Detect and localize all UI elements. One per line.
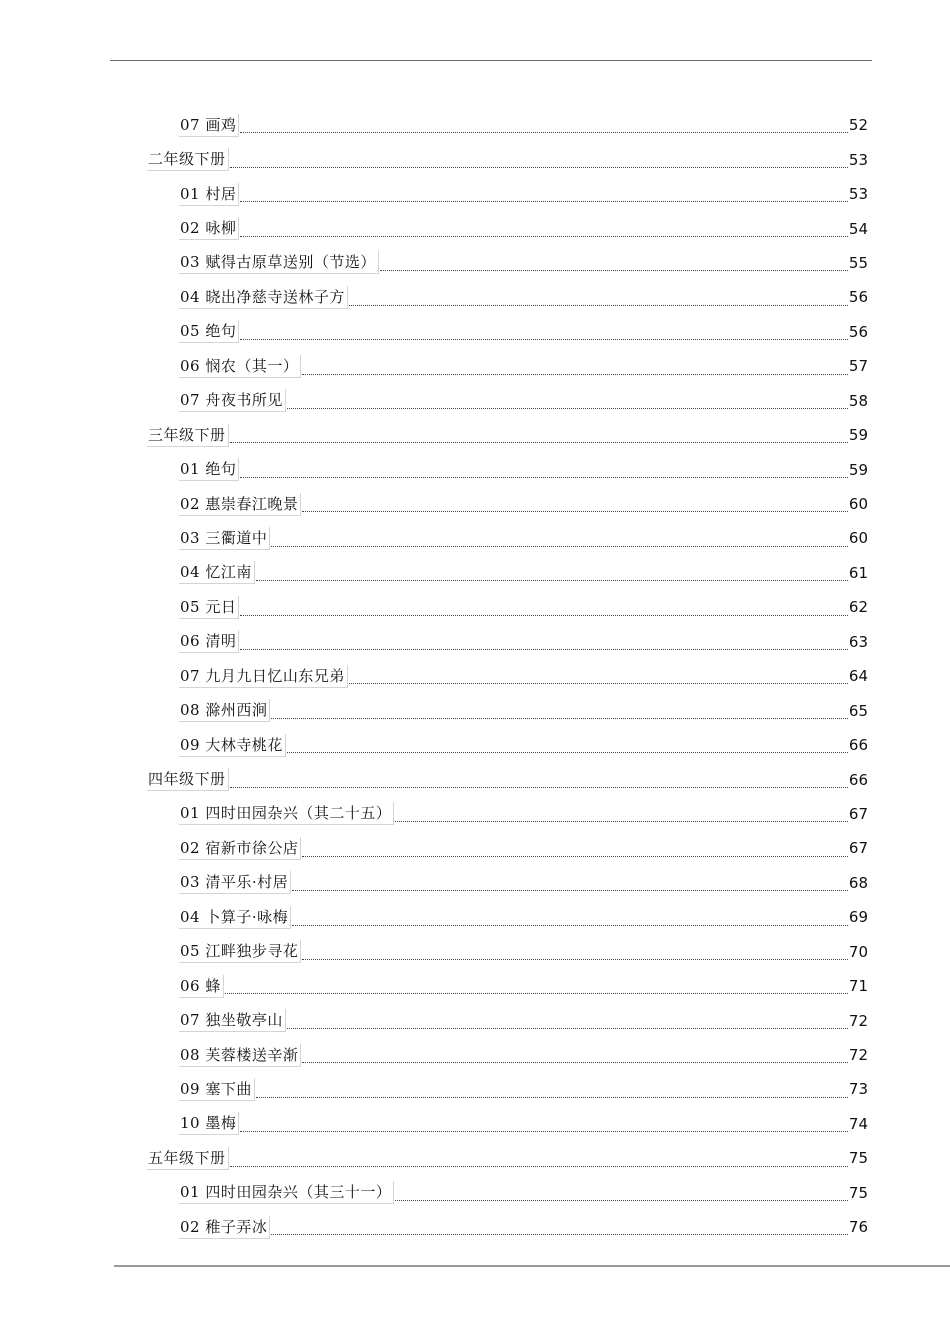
- toc-entry-page-number: 66: [848, 770, 868, 789]
- toc-dot-leader: [256, 1097, 848, 1098]
- toc-entry-page-number: 61: [848, 563, 868, 582]
- toc-entry[interactable]: [0, 1003, 950, 1037]
- toc-entry-title[interactable]: 01 村居: [179, 183, 239, 206]
- toc-entry-title[interactable]: 07 舟夜书所见: [179, 389, 286, 412]
- toc-dot-leader: [271, 718, 848, 719]
- toc-section-heading[interactable]: [0, 762, 950, 796]
- toc-dot-leader: [225, 993, 848, 994]
- toc-entry-title[interactable]: 07 独坐敬亭山: [179, 1009, 286, 1032]
- toc-entry-page-number: 52: [848, 116, 868, 135]
- toc-section-heading[interactable]: [0, 142, 950, 176]
- toc-entry-page-number: 62: [848, 598, 868, 617]
- toc-entry[interactable]: [0, 900, 950, 934]
- toc-entry-title[interactable]: 06 清明: [179, 630, 239, 653]
- toc-entry-title[interactable]: 01 四时田园杂兴（其二十五）: [179, 802, 394, 825]
- toc-dot-leader: [287, 752, 848, 753]
- toc-entry-page-number: 54: [848, 219, 868, 238]
- toc-entry-title[interactable]: 09 大林寺桃花: [179, 734, 286, 757]
- toc-entry-title[interactable]: 07 画鸡: [179, 114, 239, 137]
- toc-entry[interactable]: [0, 1210, 950, 1244]
- toc-entry-title[interactable]: 06 蜂: [179, 975, 224, 998]
- toc-entry-page-number: 53: [848, 150, 868, 169]
- toc-entry-title[interactable]: 四年级下册: [147, 768, 229, 791]
- toc-entry-title[interactable]: 07 九月九日忆山东兄弟: [179, 665, 348, 688]
- toc-dot-leader: [271, 546, 848, 547]
- toc-dot-leader: [349, 305, 848, 306]
- toc-entry[interactable]: [0, 1072, 950, 1106]
- toc-entry-title[interactable]: 01 四时田园杂兴（其三十一）: [179, 1181, 394, 1204]
- toc-entry[interactable]: [0, 1176, 950, 1210]
- toc-entry[interactable]: [0, 1107, 950, 1141]
- toc-dot-leader: [271, 1234, 848, 1235]
- toc-entry-title[interactable]: 08 滁州西涧: [179, 699, 270, 722]
- toc-entry-title[interactable]: 02 稚子弄冰: [179, 1216, 270, 1239]
- toc-entry-title[interactable]: 05 绝句: [179, 320, 239, 343]
- toc-entry[interactable]: [0, 108, 950, 142]
- toc-entry-page-number: 69: [848, 908, 868, 927]
- toc-dot-leader: [302, 511, 848, 512]
- toc-dot-leader: [302, 1062, 848, 1063]
- toc-entry-title[interactable]: 03 清平乐·村居: [179, 871, 291, 894]
- toc-entry[interactable]: [0, 280, 950, 314]
- toc-dot-leader: [240, 1131, 848, 1132]
- toc-dot-leader: [292, 890, 848, 891]
- toc-entry-page-number: 56: [848, 322, 868, 341]
- toc-entry[interactable]: [0, 625, 950, 659]
- toc-entry-title[interactable]: 02 咏柳: [179, 217, 239, 240]
- toc-entry-title[interactable]: 02 惠崇春江晚景: [179, 493, 301, 516]
- toc-dot-leader: [240, 477, 848, 478]
- toc-entry[interactable]: [0, 211, 950, 245]
- toc-entry[interactable]: [0, 521, 950, 555]
- toc-dot-leader: [240, 649, 848, 650]
- toc-dot-leader: [302, 959, 848, 960]
- toc-dot-leader: [230, 787, 848, 788]
- toc-dot-leader: [302, 856, 848, 857]
- toc-entry-page-number: 63: [848, 632, 868, 651]
- toc-entry-title[interactable]: 五年级下册: [147, 1147, 229, 1170]
- toc-entry-page-number: 59: [848, 426, 868, 445]
- toc-entry-page-number: 60: [848, 529, 868, 548]
- toc-section-heading[interactable]: [0, 1141, 950, 1175]
- toc-section-heading[interactable]: [0, 418, 950, 452]
- toc-dot-leader: [287, 1028, 848, 1029]
- toc-entry-page-number: 72: [848, 1046, 868, 1065]
- toc-entry[interactable]: [0, 969, 950, 1003]
- toc-entry-page-number: 68: [848, 873, 868, 892]
- toc-entry-title[interactable]: 09 塞下曲: [179, 1078, 255, 1101]
- toc-entry-title[interactable]: 02 宿新市徐公店: [179, 837, 301, 860]
- toc-dot-leader: [230, 167, 848, 168]
- toc-entry-title[interactable]: 三年级下册: [147, 424, 229, 447]
- toc-dot-leader: [287, 408, 848, 409]
- toc-entry-page-number: 75: [848, 1183, 868, 1202]
- toc-entry[interactable]: [0, 866, 950, 900]
- toc-entry-page-number: 58: [848, 391, 868, 410]
- toc-entry-title[interactable]: 10 墨梅: [179, 1112, 239, 1135]
- toc-entry-page-number: 60: [848, 495, 868, 514]
- toc-entry-page-number: 75: [848, 1149, 868, 1168]
- toc-entry-page-number: 72: [848, 1011, 868, 1030]
- toc-dot-leader: [302, 374, 848, 375]
- toc-entry[interactable]: [0, 315, 950, 349]
- toc-entry-page-number: 74: [848, 1114, 868, 1133]
- footer-rule: [114, 1265, 950, 1267]
- toc-entry[interactable]: [0, 246, 950, 280]
- toc-dot-leader: [230, 442, 848, 443]
- toc-entry-page-number: 53: [848, 185, 868, 204]
- toc-entry-title[interactable]: 03 三衢道中: [179, 527, 270, 550]
- toc-entry-page-number: 73: [848, 1080, 868, 1099]
- toc-entry-page-number: 67: [848, 839, 868, 858]
- toc-entry-title[interactable]: 二年级下册: [147, 148, 229, 171]
- toc-entry-title[interactable]: 04 忆江南: [179, 561, 255, 584]
- toc-entry[interactable]: [0, 556, 950, 590]
- toc-entry-title[interactable]: 04 卜算子·咏梅: [179, 906, 291, 929]
- toc-entry[interactable]: [0, 177, 950, 211]
- toc-entry[interactable]: [0, 1038, 950, 1072]
- toc-entry[interactable]: [0, 384, 950, 418]
- toc-dot-leader: [292, 925, 848, 926]
- toc-entry[interactable]: [0, 831, 950, 865]
- toc-dot-leader: [395, 821, 848, 822]
- toc-entry-page-number: 56: [848, 288, 868, 307]
- toc-entry[interactable]: [0, 797, 950, 831]
- header-rule: [110, 60, 872, 61]
- toc-entry-page-number: 71: [848, 977, 868, 996]
- toc-entry[interactable]: [0, 935, 950, 969]
- toc-dot-leader: [380, 270, 848, 271]
- toc-entry[interactable]: [0, 693, 950, 727]
- toc-entry-page-number: 59: [848, 460, 868, 479]
- toc-entry-page-number: 64: [848, 667, 868, 686]
- toc-entry-title[interactable]: 05 元日: [179, 596, 239, 619]
- toc-entry[interactable]: [0, 659, 950, 693]
- toc-dot-leader: [395, 1200, 848, 1201]
- table-of-contents: [0, 108, 950, 1244]
- toc-dot-leader: [349, 683, 848, 684]
- toc-dot-leader: [240, 201, 848, 202]
- toc-dot-leader: [240, 132, 848, 133]
- toc-entry-page-number: 57: [848, 357, 868, 376]
- toc-entry[interactable]: [0, 590, 950, 624]
- toc-entry[interactable]: [0, 349, 950, 383]
- toc-entry-page-number: 76: [848, 1218, 868, 1237]
- toc-entry-title[interactable]: 03 赋得古原草送别（节选）: [179, 251, 379, 274]
- toc-dot-leader: [240, 236, 848, 237]
- toc-entry-title[interactable]: 01 绝句: [179, 458, 239, 481]
- toc-entry-page-number: 67: [848, 804, 868, 823]
- toc-dot-leader: [256, 580, 848, 581]
- toc-entry-title[interactable]: 06 悯农（其一）: [179, 355, 301, 378]
- toc-entry[interactable]: [0, 728, 950, 762]
- toc-entry-title[interactable]: 05 江畔独步寻花: [179, 940, 301, 963]
- toc-entry-page-number: 65: [848, 701, 868, 720]
- toc-dot-leader: [240, 339, 848, 340]
- toc-dot-leader: [240, 615, 848, 616]
- toc-entry-page-number: 70: [848, 942, 868, 961]
- toc-entry-page-number: 55: [848, 253, 868, 272]
- toc-entry-page-number: 66: [848, 736, 868, 755]
- toc-entry-title[interactable]: 08 芙蓉楼送辛渐: [179, 1044, 301, 1067]
- toc-entry[interactable]: [0, 452, 950, 486]
- toc-entry[interactable]: [0, 487, 950, 521]
- toc-dot-leader: [230, 1166, 848, 1167]
- toc-entry-title[interactable]: 04 晓出净慈寺送林子方: [179, 286, 348, 309]
